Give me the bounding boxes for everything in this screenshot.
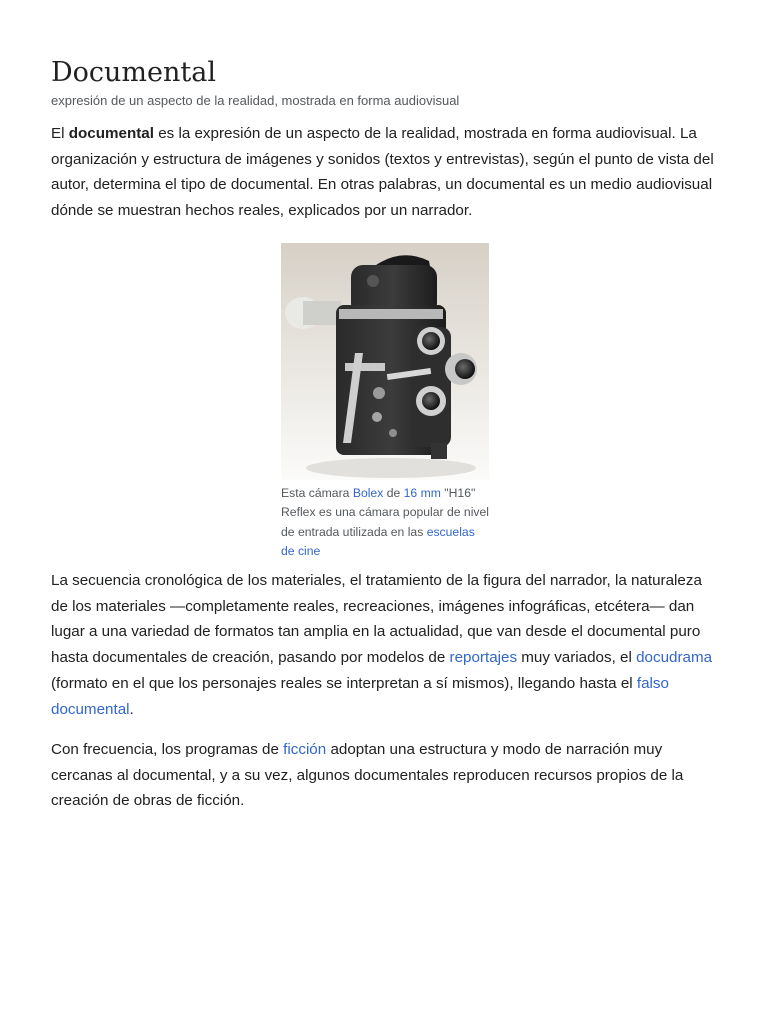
link-16mm[interactable]: 16 mm xyxy=(403,486,441,500)
camera-figure xyxy=(281,243,489,561)
page-subtitle: expresión de un aspecto de la realidad, mostrada en forma audiovisual xyxy=(51,93,460,108)
intro-paragraph xyxy=(51,121,721,224)
intro-lead-text: El xyxy=(51,125,69,142)
paragraph-text: Con frecuencia, los programas de xyxy=(51,741,284,758)
paragraph-text: muy variados, el xyxy=(517,649,637,667)
link-bolex[interactable]: Bolex xyxy=(352,486,384,500)
caption-text: Esta cámara xyxy=(281,486,353,500)
figure-caption xyxy=(281,484,489,561)
paragraph-text: (formato en el que los personajes reales se interpretan a sí mismos), llegando hasta el xyxy=(51,674,637,692)
fiction-paragraph xyxy=(51,737,721,814)
link-ficcion[interactable]: ficción xyxy=(283,741,327,758)
caption-text: de xyxy=(383,486,404,500)
link-docudrama[interactable]: docudrama xyxy=(636,649,713,667)
page-title: Documental xyxy=(51,57,216,88)
bolex-camera-image[interactable] xyxy=(281,243,489,480)
paragraph-text: adoptan una estructura y modo de narración muy cercanas al documental, y a su vez, algunos documentales reproducen recursos propios de la creación de obras de ficción. xyxy=(51,741,684,810)
intro-rest-text: es la expresión de un aspecto de la realidad, mostrada en forma audiovisual. La organización y estructura de imágenes y sonidos (textos y entrevistas), según el punto de vista del autor, determina el tipo de documental. En otras palabras, un documental es un medio audiovisual dónde se muestran hechos reales, explicados por un narrador. xyxy=(51,125,714,220)
link-escuelas-de-cine[interactable]: escuelas de cine xyxy=(281,524,475,558)
link-falso-documental[interactable]: falso documental xyxy=(51,674,669,718)
paragraph-text: . xyxy=(129,700,134,718)
caption-text: "H16" Reflex es una cámara popular de nivel de entrada utilizada en las xyxy=(281,486,489,539)
link-reportajes[interactable]: reportajes xyxy=(449,649,518,667)
intro-bold-term: documental xyxy=(68,125,154,142)
formats-paragraph xyxy=(51,568,721,722)
paragraph-text: La secuencia cronológica de los materiales, el tratamiento de la figura del narrador, la naturaleza de los materiales —completamente reales, recreaciones, imágenes infográficas, etcétera— dan lugar a una variedad de formatos tan amplia en la actualidad, que van desde el documental puro hasta documentales de creación, pasando por modelos de xyxy=(51,572,702,667)
